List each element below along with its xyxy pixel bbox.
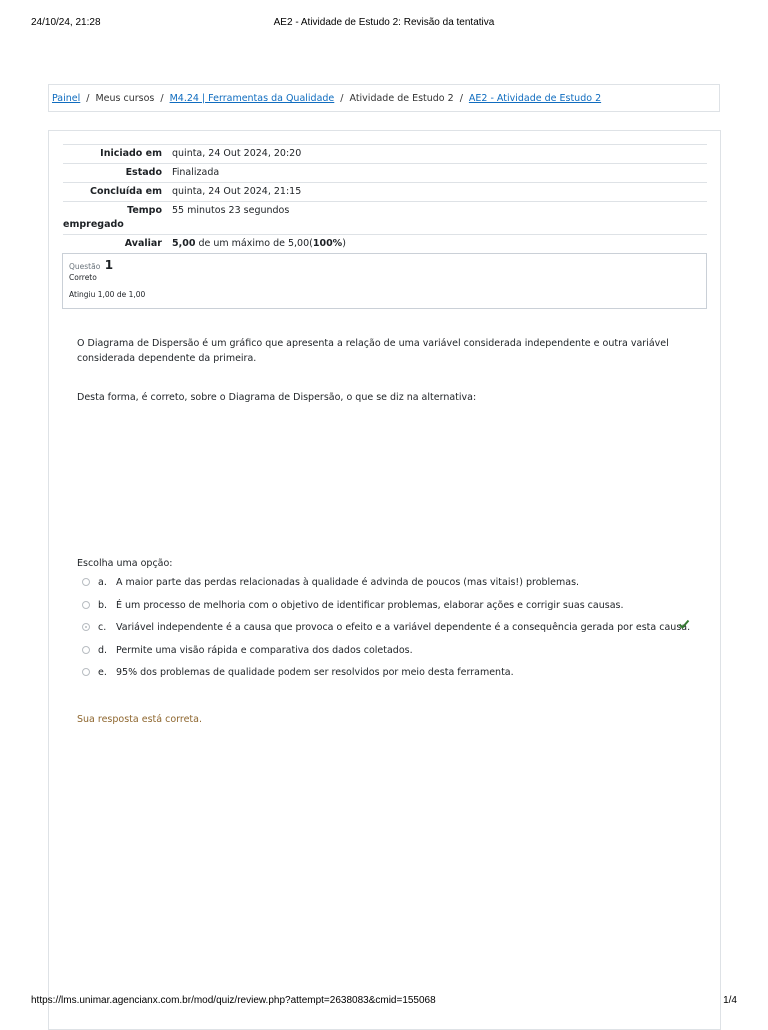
time-value: 55 minutos 23 segundos xyxy=(172,205,290,216)
option-e-text: 95% dos problemas de qualidade podem ser resolvidos por meio desta ferramenta. xyxy=(116,667,514,678)
option-b-text: É um processo de melhoria com o objetivo de identificar problemas, elaborar ações e corrigir suas causas. xyxy=(116,599,624,611)
question-info-box xyxy=(62,253,707,309)
option-e-letter: e. xyxy=(98,667,107,678)
started-value: quinta, 24 Out 2024, 20:20 xyxy=(172,148,302,159)
breadcrumb-section: Atividade de Estudo 2 xyxy=(349,93,454,104)
option-c-letter: c. xyxy=(98,622,107,633)
breadcrumb xyxy=(48,84,720,112)
option-a-letter: a. xyxy=(98,577,107,588)
question-text-paragraph-1: O Diagrama de Dispersão é um gráfico que apresenta a relação de uma variável considerada independente e outra variável considerada dependente da primeira. xyxy=(77,338,669,364)
breadcrumb-meus-cursos: Meus cursos xyxy=(95,93,155,104)
question-number xyxy=(69,258,706,272)
summary-row-completed xyxy=(63,182,707,201)
state-label: Estado xyxy=(125,167,162,178)
summary-row-state xyxy=(63,163,707,182)
summary-row-started xyxy=(63,144,707,163)
question-mark: Atingiu 1,00 de 1,00 xyxy=(69,290,146,299)
option-b-letter: b. xyxy=(98,599,108,611)
question-number-value: 1 xyxy=(104,258,114,272)
breadcrumb-separator: / xyxy=(160,93,164,104)
attempt-summary-table xyxy=(63,144,707,254)
completed-label: Concluída em xyxy=(89,186,162,197)
time-label-line2: empregado xyxy=(63,219,124,230)
grade-percent: 100% xyxy=(312,238,343,249)
question-state: Correto xyxy=(69,273,97,282)
print-datetime: 24/10/24, 21:28 xyxy=(31,17,101,28)
print-url: https://lms.unimar.agencianx.com.br/mod/quiz/review.php?attempt=2638083&cmid=155068 xyxy=(31,995,436,1006)
print-header xyxy=(31,17,737,31)
option-e-radio[interactable] xyxy=(82,668,90,676)
answer-prompt: Escolha uma opção: xyxy=(77,558,173,569)
option-a-text: A maior parte das perdas relacionadas à qualidade é advinda de poucos (mas vitais!) problemas. xyxy=(116,577,580,588)
breadcrumb-separator: / xyxy=(86,93,90,104)
state-value: Finalizada xyxy=(172,167,220,178)
answer-option-d[interactable] xyxy=(82,643,702,666)
option-a-radio[interactable] xyxy=(82,578,90,586)
grade-close: ) xyxy=(342,238,346,249)
answer-option-b[interactable] xyxy=(82,598,702,621)
started-label: Iniciado em xyxy=(100,148,162,159)
summary-row-grade xyxy=(63,234,707,254)
grade-text: de um máximo de 5,00( xyxy=(195,238,313,249)
grade-value xyxy=(162,235,346,253)
breadcrumb-separator: / xyxy=(340,93,344,104)
print-page-title: AE2 - Atividade de Estudo 2: Revisão da tentativa xyxy=(273,17,495,28)
answer-feedback: Sua resposta está correta. xyxy=(77,714,202,725)
summary-row-time xyxy=(63,201,707,234)
answer-option-c[interactable] xyxy=(82,620,702,643)
option-c-text: Variável independente é a causa que provoca o efeito e a variável dependente é a consequência gerada por esta causa. xyxy=(116,622,691,633)
option-d-text: Permite uma visão rápida e comparativa dos dados coletados. xyxy=(116,644,413,656)
completed-value: quinta, 24 Out 2024, 21:15 xyxy=(172,186,302,197)
time-label-line1: Tempo xyxy=(127,205,162,216)
print-page-number: 1/4 xyxy=(723,995,737,1006)
correct-check-icon xyxy=(678,618,690,630)
breadcrumb-separator: / xyxy=(459,93,463,104)
breadcrumb-quiz-link[interactable]: AE2 - Atividade de Estudo 2 xyxy=(468,93,602,104)
answer-options xyxy=(82,575,702,688)
breadcrumb-course-link[interactable]: M4.24 | Ferramentas da Qualidade xyxy=(169,93,335,104)
option-d-letter: d. xyxy=(98,644,108,656)
question-label: Questão xyxy=(69,262,101,271)
answer-option-e[interactable] xyxy=(82,665,702,688)
time-label xyxy=(63,202,162,234)
option-b-radio[interactable] xyxy=(82,601,90,609)
breadcrumb-painel-link[interactable]: Painel xyxy=(52,93,81,104)
grade-score: 5,00 xyxy=(172,238,196,249)
grade-label: Avaliar xyxy=(124,238,162,249)
option-d-radio[interactable] xyxy=(82,646,90,654)
option-c-radio[interactable] xyxy=(82,623,90,631)
print-footer xyxy=(31,995,737,1009)
question-text-paragraph-2: Desta forma, é correto, sobre o Diagrama de Dispersão, o que se diz na alternativa: xyxy=(77,392,477,403)
answer-option-a[interactable] xyxy=(82,575,702,598)
